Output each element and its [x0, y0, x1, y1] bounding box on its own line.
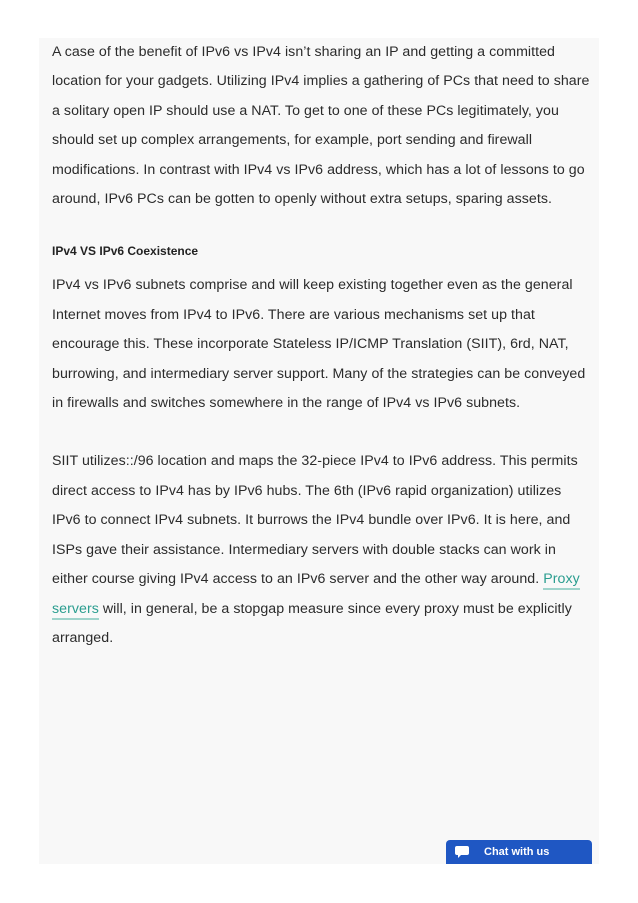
proxy-servers-link[interactable]: Proxy servers [52, 571, 580, 619]
section-heading: IPv4 VS IPv6 Coexistence [52, 244, 199, 259]
chat-label: Chat with us [484, 846, 550, 858]
paragraph-coexistence: IPv4 vs IPv6 subnets comprise and will keep existing together even as the general Internet moves from IPv4 to IPv6. There are various mechanisms set up that encourage this. These incorporate Stateless IP/ICMP Translation (SIIT), 6rd, NAT, burrowing, and intermediary server support. Many of the strategies can be conveyed in firewalls and switches somewhere in the range of IPv4 vs IPv6 subnets. [52, 277, 586, 412]
paragraph-siit-text-end: will, in general, be a stopgap measure since every proxy must be explicitly arranged. [52, 600, 572, 646]
article-body [52, 38, 590, 653]
paragraph-siit-text: SIIT utilizes::/96 location and maps the 32-piece IPv4 to IPv6 address. This permits direct access to IPv4 has by IPv6 hubs. The 6th (IPv6 rapid organization) utilizes IPv6 to connect IPv4 subnets. It burrows the IPv4 bundle over IPv6. It is here, and ISPs gave their assistance. Intermediary servers with double stacks can work in either course giving IPv4 access to an IPv6 server and the other way around. [52, 453, 578, 588]
paragraph-ipv6-benefit: A case of the benefit of IPv6 vs IPv4 isn’t sharing an IP and getting a committed location for your gadgets. Utilizing IPv4 implies a gathering of PCs that need to share a solitary open IP should use a NAT. To get to one of these PCs legitimately, you should set up complex arrangements, for example, port sending and firewall modifications. In contrast with IPv4 vs IPv6 address, which has a lot of lessons to go around, IPv6 PCs can be gotten to openly without extra setups, sparing assets. [52, 44, 590, 208]
paragraph-siit [52, 447, 590, 653]
chat-widget-button[interactable] [446, 840, 592, 864]
chat-bubble-icon [455, 846, 469, 858]
document-page [39, 38, 599, 864]
